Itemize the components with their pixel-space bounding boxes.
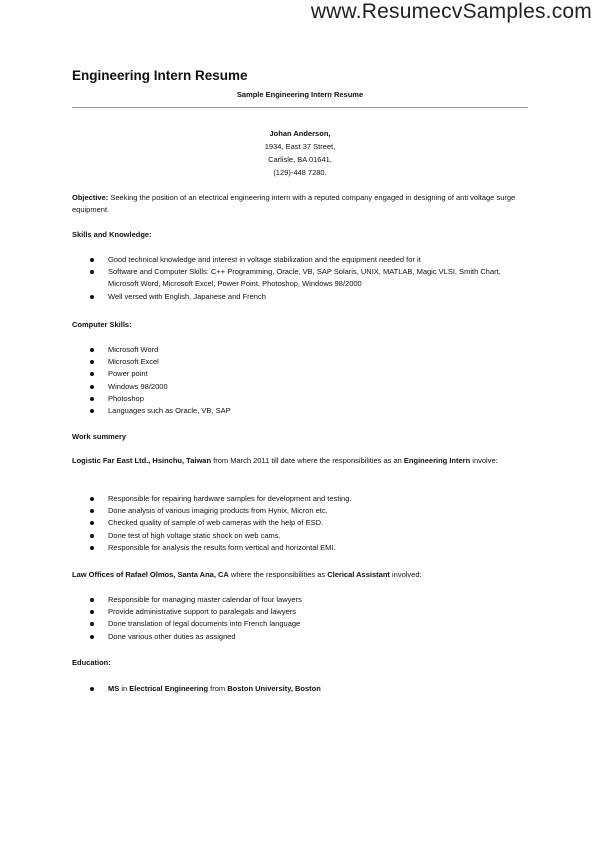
computer-skills-heading: Computer Skills: — [72, 320, 132, 329]
objective-label: Objective: — [72, 193, 109, 202]
bullet-icon — [90, 610, 94, 614]
list-item: Provide administrative support to paralegals and lawyers — [0, 606, 538, 618]
contact-phone: (129)-448 7280. — [273, 168, 327, 177]
education-school: Boston University, Boston — [227, 684, 321, 693]
list-item: Software and Computer Skills: C++ Programming, Oracle, VB, SAP Solaris, UNIX, MATLAB, Magic VLSI, Smith Chart, — [0, 266, 538, 278]
bullet-icon — [90, 497, 94, 501]
bullet-icon — [90, 521, 94, 525]
bullet-icon — [90, 258, 94, 262]
list-item: Done translation of legal documents into French language — [0, 618, 538, 630]
bullet-icon — [90, 397, 94, 401]
list-item: Photoshop — [0, 393, 538, 405]
bullet-icon — [90, 687, 94, 691]
resume-subtitle: Sample Engineering Intern Resume — [236, 90, 364, 99]
list-item: Well versed with English, Japanese and French — [0, 291, 538, 303]
contact-address-line-1: 1934, East 37 Street, — [264, 142, 336, 151]
list-item: Done analysis of various imaging products from Hynix, Micron etc. — [0, 505, 538, 517]
job-1-role: Engineering Intern — [403, 456, 471, 465]
list-item: Microsoft Excel — [0, 356, 538, 368]
bullet-icon — [90, 509, 94, 513]
work-summary-heading: Work summery — [72, 432, 127, 441]
list-item: Responsible for analysis the results form vertical and horizontal EMI. — [0, 542, 538, 554]
list-item-continuation: Microsoft Word, Microsoft Excel, Power Point, Photoshop, Windows 98/2000 — [108, 279, 362, 289]
education-degree: MS — [108, 684, 120, 693]
job-1-intro: Logistic Far East Ltd., Hsinchu, Taiwan from March 2011 till date where the responsibilities as an Engineering Intern involve: — [72, 456, 498, 465]
job-2-intro: Law Offices of Rafael Olmos, Santa Ana, CA where the responsibilities as Clerical Assistant involved: — [72, 570, 422, 579]
contact-name: Johan Anderson, — [269, 129, 331, 138]
list-item: Done test of high voltage static shock on web cams. — [0, 530, 538, 542]
job-1-responsibilities — [0, 493, 538, 554]
job-2-role: Clerical Assistant — [327, 570, 390, 579]
bullet-icon — [90, 372, 94, 376]
bullet-icon — [90, 622, 94, 626]
list-item: Responsible for managing master calendar of four lawyers — [0, 594, 538, 606]
list-item: Responsible for repairing hardware samples for development and testing. — [0, 493, 538, 505]
bullet-icon — [90, 360, 94, 364]
bullet-icon — [90, 295, 94, 299]
bullet-icon — [90, 546, 94, 550]
computer-skills-list — [0, 344, 538, 417]
objective-text: Seeking the position of an electrical engineering intern with a reputed company engaged in designing of anti voltage surge equipment. — [72, 193, 516, 214]
job-1-company: Logistic Far East Ltd., Hsinchu, Taiwan — [72, 456, 212, 465]
bullet-icon — [90, 635, 94, 639]
list-item: Checked quality of sample of web cameras with the help of ESD. — [0, 517, 538, 529]
contact-block — [0, 127, 600, 179]
contact-address-line-2: Carlisle, BA 01641, — [268, 155, 332, 164]
job-2-responsibilities — [0, 594, 538, 643]
bullet-icon — [90, 348, 94, 352]
bullet-icon — [90, 270, 94, 274]
education-field: Electrical Engineering — [129, 684, 209, 693]
job-2-company: Law Offices of Rafael Olmos, Santa Ana, CA — [72, 570, 229, 579]
list-item: Good technical knowledge and interest in voltage stabilization and the equipment needed for it — [0, 254, 538, 266]
title-divider — [72, 107, 528, 108]
education-list — [0, 683, 538, 695]
skills-heading: Skills and Knowledge: — [72, 230, 152, 239]
education-heading: Education: — [72, 658, 111, 667]
list-item: Microsoft Word — [0, 344, 538, 356]
bullet-icon — [90, 409, 94, 413]
skills-list — [0, 254, 538, 303]
resume-title: Engineering Intern Resume — [72, 68, 248, 83]
list-item: Power point — [0, 368, 538, 380]
bullet-icon — [90, 385, 94, 389]
list-item: MS in Electrical Engineering from Boston University, Boston — [0, 683, 538, 695]
list-item: Languages such as Oracle, VB, SAP — [0, 405, 538, 417]
bullet-icon — [90, 598, 94, 602]
list-item: Done various other duties as assigned — [0, 631, 538, 643]
list-item: Windows 98/2000 — [0, 381, 538, 393]
website-watermark: www.ResumecvSamples.com — [310, 0, 592, 23]
bullet-icon — [90, 534, 94, 538]
objective-section — [72, 192, 528, 216]
